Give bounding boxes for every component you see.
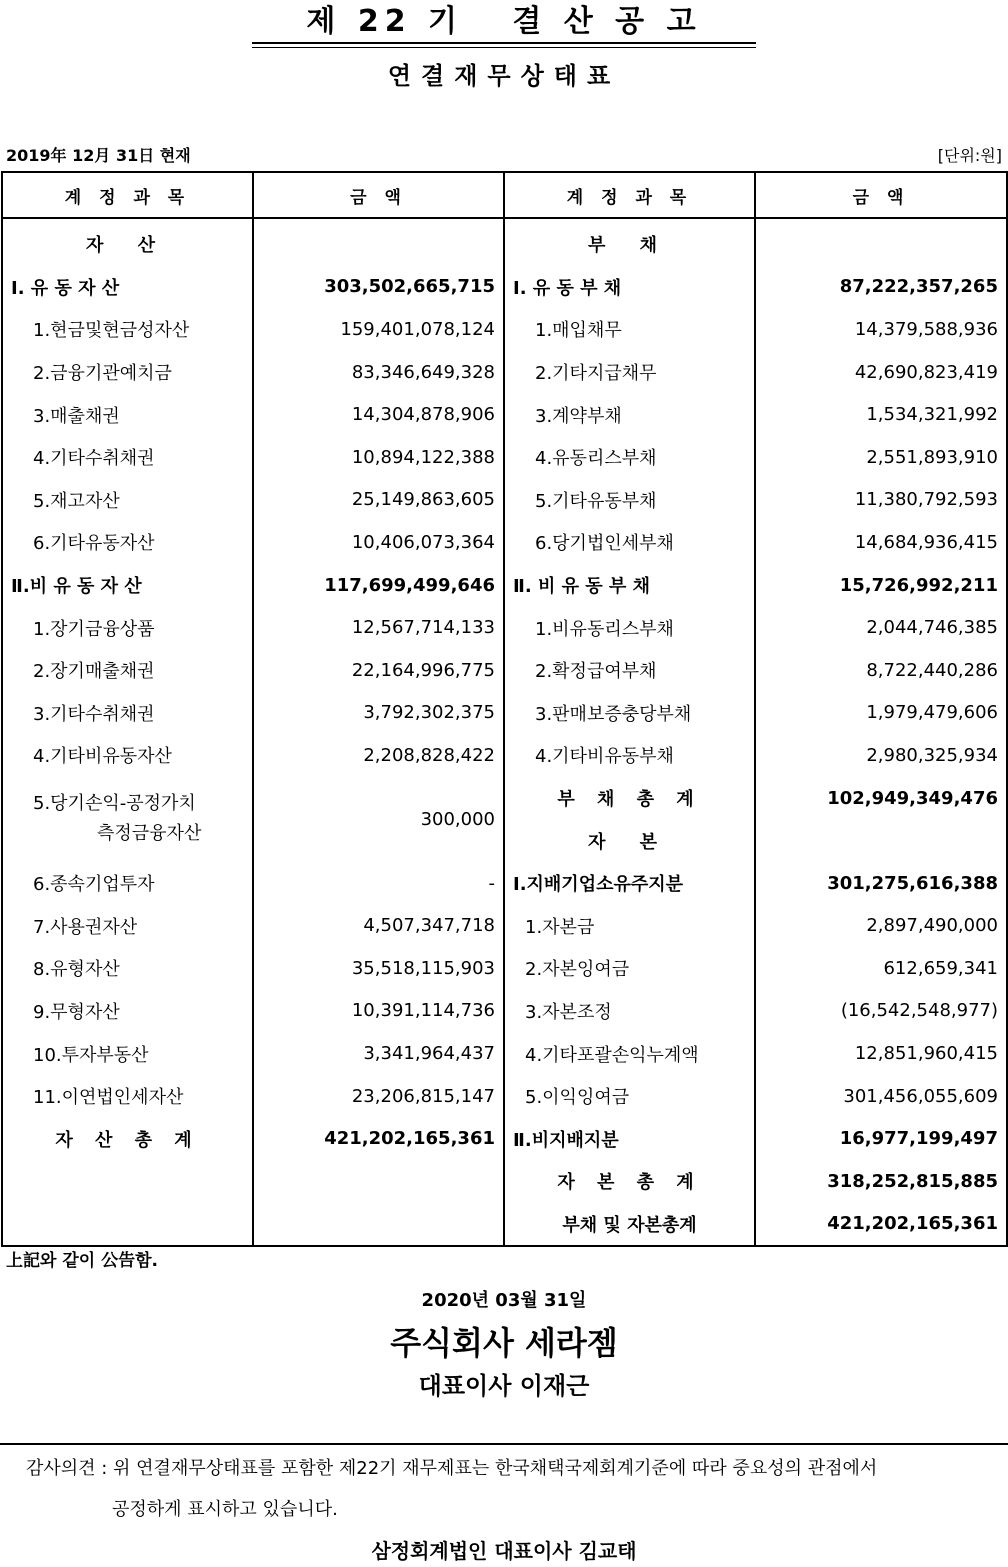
amount-right: (16,542,548,977) [755,990,1007,1033]
table-row [2,564,1007,607]
amount-right: 2,980,325,934 [755,734,1007,777]
account-left: 1.현금및현금성자산 [2,308,253,351]
account-right: 2.자본잉여금 [504,947,755,990]
table-row [2,393,1007,436]
account-right: 1.자본금 [504,905,755,948]
amount-left: 303,502,665,715 [253,266,504,309]
as-of-date: 2019年 12月 31日 현재 [6,146,191,165]
account-right: Ⅰ. 유 동 부 채 [504,266,755,309]
amount-left: 4,507,347,718 [253,905,504,948]
account-left: 2.장기매출채권 [2,649,253,692]
amount-left: 300,000 [253,777,504,862]
account-left: 3.매출채권 [2,393,253,436]
amount-left: 10,391,114,736 [253,990,504,1033]
nci-label: Ⅱ.비지배지분 [504,1117,755,1160]
title-rule [252,42,756,44]
table-row [2,1203,1007,1247]
empty-cell [2,1203,253,1247]
amount-left: 14,304,878,906 [253,393,504,436]
table-row [2,479,1007,522]
amount-right: 1,534,321,992 [755,393,1007,436]
table-row [2,1075,1007,1118]
col-header-account-left: 계 정 과 목 [2,172,253,218]
account-right: 2.기타지급채무 [504,351,755,394]
assets-heading: 자 산 [2,218,253,266]
amount-right: 14,379,588,936 [755,308,1007,351]
amount-left: 35,518,115,903 [253,947,504,990]
balance-sheet-table [1,171,1008,1247]
amount-left: 23,206,815,147 [253,1075,504,1118]
account-left: Ⅰ. 유 동 자 산 [2,266,253,309]
amount-right: 12,851,960,415 [755,1032,1007,1075]
table-row [2,905,1007,948]
equity-total-label: 자 본 총 계 [504,1160,755,1203]
amount-left: 117,699,499,646 [253,564,504,607]
account-right: 4.유동리스부채 [504,436,755,479]
audit-opinion-line2: 공정하게 표시하고 있습니다. [112,1499,338,1520]
account-left: Ⅱ.비 유 동 자 산 [2,564,253,607]
table-row [2,862,1007,905]
col-header-account-right: 계 정 과 목 [504,172,755,218]
amount-right: 87,222,357,265 [755,266,1007,309]
account-right: 3.자본조정 [504,990,755,1033]
amount-right: 2,044,746,385 [755,606,1007,649]
amount-right: 1,979,479,606 [755,692,1007,735]
account-left [2,777,253,862]
account-left: 11.이연법인세자산 [2,1075,253,1118]
liabilities-total-value: 102,949,349,476 [755,777,1007,820]
table-row [2,266,1007,309]
equity-total-value: 318,252,815,885 [755,1160,1007,1203]
account-right: 4.기타비유동부채 [504,734,755,777]
table-row [2,1117,1007,1160]
amount-right: 301,456,055,609 [755,1075,1007,1118]
empty-cell [2,1160,253,1203]
col-header-amount-right: 금 액 [755,172,1007,218]
amount-left: 12,567,714,133 [253,606,504,649]
amount-right: 8,722,440,286 [755,649,1007,692]
account-right: Ⅱ. 비 유 동 부 채 [504,564,755,607]
section-heading-row [2,218,1007,266]
amount-left: 22,164,996,775 [253,649,504,692]
amount-right: 612,659,341 [755,947,1007,990]
amount-right: 2,551,893,910 [755,436,1007,479]
table-row [2,606,1007,649]
table-row [2,308,1007,351]
account-left: 3.기타수취채권 [2,692,253,735]
table-row [2,777,1007,820]
account-right: 2.확정급여부채 [504,649,755,692]
amount-right: 2,897,490,000 [755,905,1007,948]
account-left: 9.무형자산 [2,990,253,1033]
table-row [2,351,1007,394]
account-left: 2.금융기관예치금 [2,351,253,394]
amount-left: 25,149,863,605 [253,479,504,522]
page-title: 제 22 기 결 산 공 고 [306,4,702,39]
account-left-line1: 5.당기손익-공정가치 [33,793,196,815]
account-right: Ⅰ.지배기업소유주지분 [504,862,755,905]
amount-left: 159,401,078,124 [253,308,504,351]
account-left: 6.종속기업투자 [2,862,253,905]
table-row [2,521,1007,564]
amount-left: 10,406,073,364 [253,521,504,564]
account-right: 4.기타포괄손익누계액 [504,1032,755,1075]
account-right: 5.이익잉여금 [504,1075,755,1118]
assets-total-label: 자 산 총 계 [2,1117,253,1160]
table-row [2,734,1007,777]
empty-cell [253,1203,504,1247]
account-right: 6.당기법인세부채 [504,521,755,564]
nci-value: 16,977,199,497 [755,1117,1007,1160]
amount-right: 15,726,992,211 [755,564,1007,607]
table-row [2,649,1007,692]
amount-right: 14,684,936,415 [755,521,1007,564]
liabilities-equity-total-value: 421,202,165,361 [755,1203,1007,1247]
empty-cell [755,819,1007,862]
assets-total-value: 421,202,165,361 [253,1117,504,1160]
col-header-amount-left: 금 액 [253,172,504,218]
account-left: 6.기타유동자산 [2,521,253,564]
table-row [2,990,1007,1033]
amount-left: 10,894,122,388 [253,436,504,479]
notice-text: 上記와 같이 公告함. [6,1251,158,1271]
equity-heading: 자 본 [504,819,755,862]
account-left: 4.기타수취채권 [2,436,253,479]
account-left: 10.투자부동산 [2,1032,253,1075]
account-left: 4.기타비유동자산 [2,734,253,777]
account-left: 7.사용권자산 [2,905,253,948]
amount-right: 11,380,792,593 [755,479,1007,522]
statement-title: 연결재무상태표 [387,62,621,90]
table-row [2,1032,1007,1075]
amount-right: 42,690,823,419 [755,351,1007,394]
table-row [2,692,1007,735]
table-row [2,436,1007,479]
table-row [2,947,1007,990]
notice-date: 2020년 03월 31일 [421,1290,587,1311]
liabilities-total-label: 부 채 총 계 [504,777,755,820]
account-right: 1.비유동리스부채 [504,606,755,649]
amount-left: - [253,862,504,905]
table-row [2,1160,1007,1203]
title-rule-thin [252,47,756,48]
ceo-name: 대표이사 이재근 [418,1372,590,1400]
footer-rule [0,1443,1008,1445]
amount-left: 3,341,964,437 [253,1032,504,1075]
company-name: 주식회사 세라젬 [390,1324,618,1362]
account-left-line2: 측정금융자산 [97,823,202,845]
amount-left: 3,792,302,375 [253,692,504,735]
account-left: 1.장기금융상품 [2,606,253,649]
unit-label: [단위:원] [937,146,1002,165]
amount-right: 301,275,616,388 [755,862,1007,905]
empty-cell [253,1160,504,1203]
account-left: 5.재고자산 [2,479,253,522]
amount-left: 2,208,828,422 [253,734,504,777]
table-header-row [2,172,1007,218]
account-right: 5.기타유동부채 [504,479,755,522]
amount-left: 83,346,649,328 [253,351,504,394]
auditor-name: 삼정회계법인 대표이사 김교태 [371,1539,637,1563]
account-right: 3.계약부채 [504,393,755,436]
audit-opinion-line1: 감사의견 : 위 연결재무상태표를 포함한 제22기 재무제표는 한국채택국제회계기준에 따라 중요성의 관점에서 [26,1458,878,1479]
liabilities-heading: 부 채 [504,218,755,266]
account-left: 8.유형자산 [2,947,253,990]
account-right: 3.판매보증충당부채 [504,692,755,735]
liabilities-equity-total-label: 부채 및 자본총계 [504,1203,755,1247]
account-right: 1.매입채무 [504,308,755,351]
